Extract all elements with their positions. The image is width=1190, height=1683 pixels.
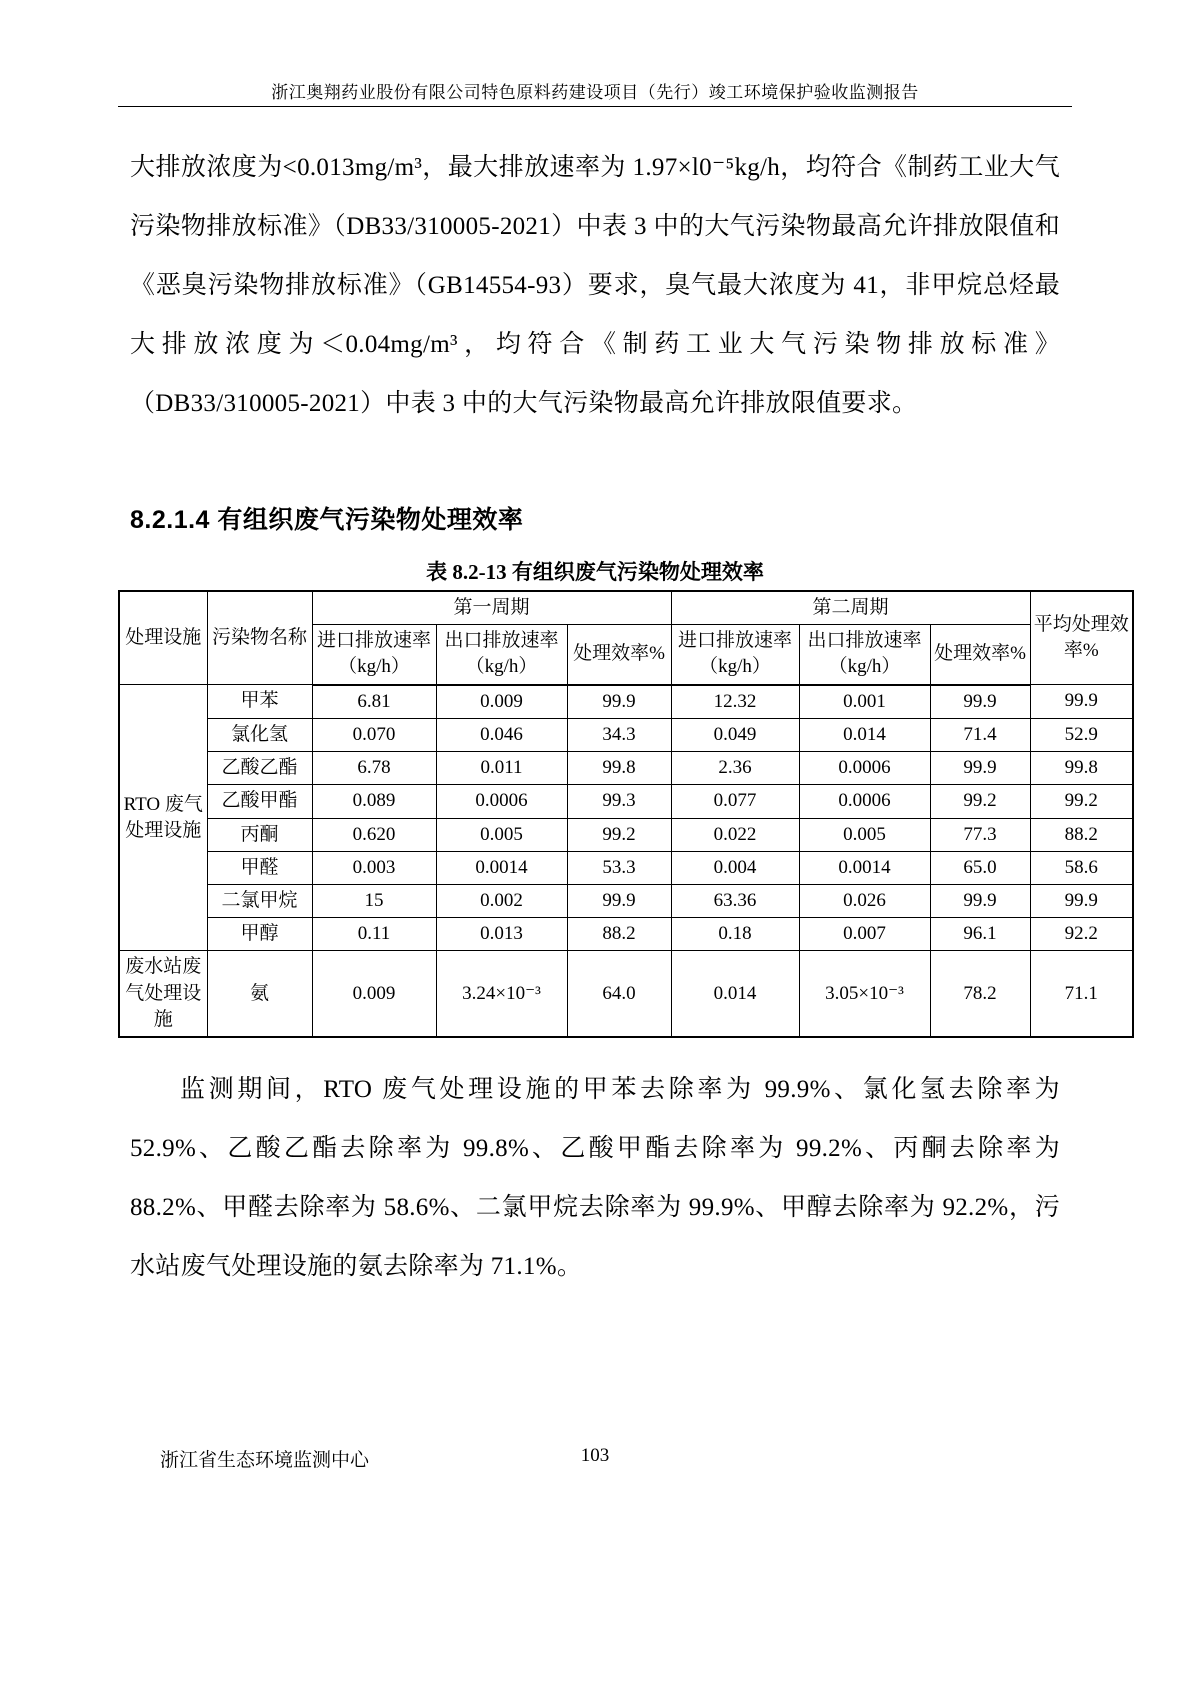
paragraph-air-emission-summary: 大排放浓度为<0.013mg/m³，最大排放速率为 1.97×l0⁻⁵kg/h，均符合《制药工业大气污染物排放标准》（DB33/310005-2021）中表 3 中的大气污染物最高允许排放限值和《恶臭污染物排放标准》（GB14554-93）要求，臭气最大浓度为 41，非甲烷总烃最大排放浓度为＜0.04mg/m³，均符合《制药工业大气污染物排放标准》（DB33/310005-2021）中表 3 中的大气污染物最高允许排放限值要求。 — [130, 154, 1060, 417]
outlet-rate-2: 0.026 — [799, 884, 930, 917]
efficiency-2: 71.4 — [930, 718, 1030, 751]
efficiency-2: 99.9 — [930, 884, 1030, 917]
footer-organization: 浙江省生态环境监测中心 — [160, 1450, 370, 1471]
inlet-rate-1: 6.78 — [312, 752, 436, 785]
average-efficiency: 71.1 — [1030, 951, 1133, 1037]
header-inlet-rate-1: 进口排放速率（kg/h） — [312, 625, 436, 685]
inlet-rate-2: 0.004 — [671, 851, 799, 884]
outlet-rate-2: 0.0006 — [799, 752, 930, 785]
inlet-rate-2: 0.077 — [671, 785, 799, 818]
pollutant-name: 氯化氢 — [207, 718, 312, 751]
efficiency-2: 78.2 — [930, 951, 1030, 1037]
efficiency-1: 64.0 — [567, 951, 671, 1037]
outlet-rate-2: 3.05×10⁻³ — [799, 951, 930, 1037]
average-efficiency: 99.2 — [1030, 785, 1133, 818]
section-heading-8-2-1-4: 8.2.1.4 有组织废气污染物处理效率 — [130, 506, 524, 534]
header-outlet-rate-1: 出口排放速率（kg/h） — [436, 625, 567, 685]
outlet-rate-1: 0.0014 — [436, 851, 567, 884]
outlet-rate-1: 0.013 — [436, 918, 567, 951]
outlet-rate-2: 0.007 — [799, 918, 930, 951]
header-period-1: 第一周期 — [312, 591, 671, 625]
efficiency-1: 88.2 — [567, 918, 671, 951]
inlet-rate-1: 6.81 — [312, 685, 436, 719]
efficiency-1: 99.9 — [567, 685, 671, 719]
header-efficiency-1: 处理效率% — [567, 625, 671, 685]
header-facility: 处理设施 — [119, 591, 207, 685]
outlet-rate-1: 0.0006 — [436, 785, 567, 818]
table-row — [119, 685, 1133, 719]
efficiency-1: 99.9 — [567, 884, 671, 917]
pollutant-name: 甲醛 — [207, 851, 312, 884]
inlet-rate-1: 0.620 — [312, 818, 436, 851]
header-divider — [118, 106, 1072, 107]
efficiency-2: 99.2 — [930, 785, 1030, 818]
efficiency-2: 96.1 — [930, 918, 1030, 951]
efficiency-2: 65.0 — [930, 851, 1030, 884]
inlet-rate-2: 12.32 — [671, 685, 799, 719]
inlet-rate-1: 0.11 — [312, 918, 436, 951]
table-row — [119, 718, 1133, 751]
pollutant-name: 甲苯 — [207, 685, 312, 719]
table-caption: 表 8.2-13 有组织废气污染物处理效率 — [426, 560, 764, 584]
outlet-rate-1: 0.005 — [436, 818, 567, 851]
inlet-rate-1: 0.009 — [312, 951, 436, 1037]
header-efficiency-2: 处理效率% — [930, 625, 1030, 685]
average-efficiency: 92.2 — [1030, 918, 1133, 951]
table-row — [119, 752, 1133, 785]
inlet-rate-2: 0.014 — [671, 951, 799, 1037]
efficiency-2: 99.9 — [930, 752, 1030, 785]
pollutant-name: 乙酸甲酯 — [207, 785, 312, 818]
efficiency-2: 77.3 — [930, 818, 1030, 851]
inlet-rate-2: 0.049 — [671, 718, 799, 751]
header-inlet-rate-2: 进口排放速率（kg/h） — [671, 625, 799, 685]
efficiency-1: 99.8 — [567, 752, 671, 785]
inlet-rate-1: 0.089 — [312, 785, 436, 818]
paragraph-removal-rates: 监测期间，RTO 废气处理设施的甲苯去除率为 99.9%、氯化氢去除率为 52.9%、乙酸乙酯去除率为 99.8%、乙酸甲酯去除率为 99.2%、丙酮去除率为 88.2%、甲醛去除率为 58.6%、二氯甲烷去除率为 99.9%、甲醇去除率为 92.2%，污水站废气处理设施的氨去除率为 71.1%。 — [130, 1076, 1060, 1280]
efficiency-2: 99.9 — [930, 685, 1030, 719]
outlet-rate-1: 0.009 — [436, 685, 567, 719]
outlet-rate-2: 0.0006 — [799, 785, 930, 818]
table-row — [119, 918, 1133, 951]
table-row — [119, 951, 1133, 1037]
footer-page-number: 103 — [580, 1445, 610, 1466]
inlet-rate-2: 0.18 — [671, 918, 799, 951]
pollutant-name: 乙酸乙酯 — [207, 752, 312, 785]
inlet-rate-1: 0.003 — [312, 851, 436, 884]
outlet-rate-1: 0.046 — [436, 718, 567, 751]
efficiency-1: 99.3 — [567, 785, 671, 818]
inlet-rate-2: 2.36 — [671, 752, 799, 785]
inlet-rate-1: 15 — [312, 884, 436, 917]
outlet-rate-2: 0.0014 — [799, 851, 930, 884]
pollutant-name: 二氯甲烷 — [207, 884, 312, 917]
efficiency-1: 53.3 — [567, 851, 671, 884]
outlet-rate-2: 0.014 — [799, 718, 930, 751]
inlet-rate-2: 63.36 — [671, 884, 799, 917]
average-efficiency: 88.2 — [1030, 818, 1133, 851]
inlet-rate-2: 0.022 — [671, 818, 799, 851]
outlet-rate-1: 0.002 — [436, 884, 567, 917]
table-row — [119, 884, 1133, 917]
outlet-rate-2: 0.005 — [799, 818, 930, 851]
outlet-rate-1: 0.011 — [436, 752, 567, 785]
average-efficiency: 52.9 — [1030, 718, 1133, 751]
facility-cell-rto: RTO 废气处理设施 — [119, 685, 207, 951]
table-row — [119, 785, 1133, 818]
facility-cell-wastewater: 废水站废气处理设施 — [119, 951, 207, 1037]
pollutant-name: 氨 — [207, 951, 312, 1037]
average-efficiency: 99.8 — [1030, 752, 1133, 785]
efficiency-1: 34.3 — [567, 718, 671, 751]
treatment-efficiency-table — [118, 590, 1134, 1038]
outlet-rate-1: 3.24×10⁻³ — [436, 951, 567, 1037]
average-efficiency: 58.6 — [1030, 851, 1133, 884]
table-row — [119, 818, 1133, 851]
table-row — [119, 851, 1133, 884]
running-header: 浙江奥翔药业股份有限公司特色原料药建设项目（先行）竣工环境保护验收监测报告 — [271, 83, 919, 102]
header-outlet-rate-2: 出口排放速率（kg/h） — [799, 625, 930, 685]
efficiency-1: 99.2 — [567, 818, 671, 851]
average-efficiency: 99.9 — [1030, 685, 1133, 719]
pollutant-name: 甲醇 — [207, 918, 312, 951]
header-average-efficiency: 平均处理效率% — [1030, 591, 1133, 685]
header-period-2: 第二周期 — [671, 591, 1030, 625]
outlet-rate-2: 0.001 — [799, 685, 930, 719]
table-header-row-1 — [119, 591, 1133, 625]
inlet-rate-1: 0.070 — [312, 718, 436, 751]
pollutant-name: 丙酮 — [207, 818, 312, 851]
header-pollutant: 污染物名称 — [207, 591, 312, 685]
average-efficiency: 99.9 — [1030, 884, 1133, 917]
